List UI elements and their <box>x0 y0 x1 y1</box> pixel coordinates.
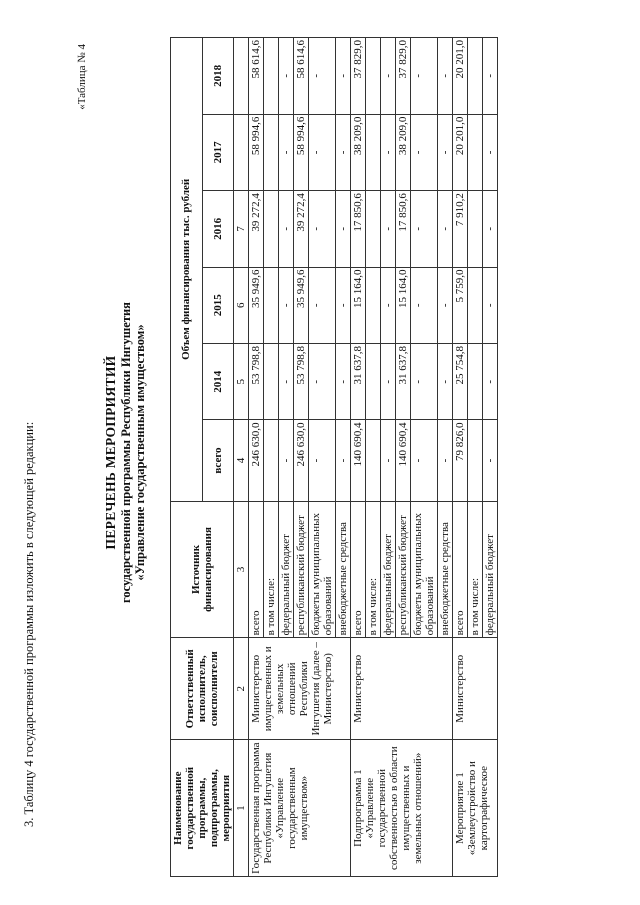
column-number: 7 <box>234 191 249 267</box>
year-value-cell: - <box>438 191 453 267</box>
funding-source-cell: республиканский бюджет <box>396 501 411 638</box>
year-value-cell <box>366 267 381 343</box>
total-value-cell: - <box>336 420 351 501</box>
total-value-cell: - <box>411 420 438 501</box>
column-number-row <box>234 38 249 877</box>
year-value-cell: 39 272,4 <box>249 191 264 267</box>
table-row <box>351 38 366 877</box>
year-value-cell: - <box>279 191 294 267</box>
executor-cell: Министерство <box>351 638 453 740</box>
year-value-cell: - <box>411 38 438 115</box>
year-value-cell: - <box>336 191 351 267</box>
year-value-cell <box>468 38 483 115</box>
total-value-cell <box>468 420 483 501</box>
total-value-cell: - <box>309 420 336 501</box>
table-row <box>249 38 264 877</box>
table-body <box>234 38 498 877</box>
executor-cell: Министерство <box>453 638 498 740</box>
year-value-cell: - <box>381 344 396 420</box>
year-value-cell: - <box>336 267 351 343</box>
year-value-cell: - <box>438 344 453 420</box>
header-year: 2018 <box>202 38 234 115</box>
year-value-cell: 58 994,6 <box>249 114 264 190</box>
year-value-cell: - <box>411 114 438 190</box>
funding-source-cell: федеральный бюджет <box>279 501 294 638</box>
year-value-cell: - <box>381 267 396 343</box>
year-value-cell <box>366 191 381 267</box>
year-value-cell <box>264 344 279 420</box>
year-value-cell: 31 637,8 <box>351 344 366 420</box>
year-value-cell: 35 949,6 <box>294 267 309 343</box>
year-value-cell: 38 209,0 <box>351 114 366 190</box>
year-value-cell: - <box>483 344 498 420</box>
title-line-2: государственной программы Республики Ингушетия <box>119 302 133 603</box>
year-value-cell: - <box>336 114 351 190</box>
year-value-cell: - <box>309 267 336 343</box>
total-value-cell: 140 690,4 <box>396 420 411 501</box>
header-year: 2017 <box>202 114 234 190</box>
year-value-cell: 17 850,6 <box>396 191 411 267</box>
year-value-cell: 38 209,0 <box>396 114 411 190</box>
title-line-3: «Управление государственным имуществом» <box>133 324 147 581</box>
year-value-cell: - <box>279 38 294 115</box>
document-title <box>103 0 147 905</box>
year-value-cell: - <box>381 38 396 115</box>
year-value-cell <box>366 38 381 115</box>
year-value-cell: - <box>411 344 438 420</box>
year-value-cell: - <box>381 114 396 190</box>
year-value-cell: - <box>336 344 351 420</box>
year-value-cell: 58 614,6 <box>249 38 264 115</box>
year-value-cell: - <box>438 114 453 190</box>
total-value-cell: 140 690,4 <box>351 420 366 501</box>
year-value-cell: 31 637,8 <box>396 344 411 420</box>
header-year: 2014 <box>202 344 234 420</box>
funding-source-cell: в том числе: <box>468 501 483 638</box>
year-value-cell: - <box>483 114 498 190</box>
funding-source-cell: бюджеты муниципальных образований <box>411 501 438 638</box>
table-row <box>453 38 468 877</box>
funding-source-cell: в том числе: <box>366 501 381 638</box>
total-value-cell <box>264 420 279 501</box>
year-value-cell <box>468 191 483 267</box>
total-value-cell: 246 630,0 <box>249 420 264 501</box>
funding-source-cell: федеральный бюджет <box>483 501 498 638</box>
header-funding-group: Объем финансирования тыс. рублей <box>171 38 203 502</box>
year-value-cell: - <box>309 114 336 190</box>
total-value-cell: - <box>279 420 294 501</box>
year-value-cell: 20 201,0 <box>453 114 468 190</box>
program-name-cell: Государственная программа Республики Ингушетия «Управление государственным имуществом» <box>249 740 351 877</box>
year-value-cell <box>468 267 483 343</box>
year-value-cell <box>468 114 483 190</box>
year-value-cell: 25 754,8 <box>453 344 468 420</box>
funding-source-cell: республиканский бюджет <box>294 501 309 638</box>
year-value-cell: - <box>483 267 498 343</box>
year-value-cell: - <box>438 38 453 115</box>
year-value-cell: - <box>309 38 336 115</box>
year-value-cell: 58 614,6 <box>294 38 309 115</box>
year-value-cell <box>366 114 381 190</box>
year-value-cell <box>264 191 279 267</box>
year-value-cell: - <box>309 344 336 420</box>
header-total: всего <box>202 420 234 501</box>
funding-source-cell: всего <box>351 501 366 638</box>
funding-source-cell: внебюджетные средства <box>438 501 453 638</box>
year-value-cell: 53 798,8 <box>294 344 309 420</box>
year-value-cell: 20 201,0 <box>453 38 468 115</box>
column-number <box>234 38 249 115</box>
total-value-cell: 79 826,0 <box>453 420 468 501</box>
year-value-cell: 58 994,6 <box>294 114 309 190</box>
column-number: 5 <box>234 344 249 420</box>
table-number: «Таблица № 4 <box>76 44 88 110</box>
year-value-cell: 15 164,0 <box>396 267 411 343</box>
title-line-1: ПЕРЕЧЕНЬ МЕРОПРИЯТИЙ <box>103 355 118 550</box>
year-value-cell <box>264 114 279 190</box>
header-year: 2015 <box>202 267 234 343</box>
year-value-cell: 37 829,0 <box>396 38 411 115</box>
header-name: Наименование государственной программы, подпрограммы, мероприятия <box>171 740 234 877</box>
total-value-cell: - <box>483 420 498 501</box>
year-value-cell: 35 949,6 <box>249 267 264 343</box>
year-value-cell: - <box>483 191 498 267</box>
header-source: Источник финансирования <box>171 501 234 638</box>
funding-source-cell: всего <box>249 501 264 638</box>
year-value-cell: - <box>309 191 336 267</box>
year-value-cell: - <box>279 114 294 190</box>
year-value-cell: - <box>336 38 351 115</box>
year-value-cell <box>366 344 381 420</box>
header-executor: Ответственный исполнитель, соисполнители <box>171 638 234 740</box>
column-number: 3 <box>234 501 249 638</box>
year-value-cell: - <box>279 344 294 420</box>
column-number <box>234 114 249 190</box>
year-value-cell: 53 798,8 <box>249 344 264 420</box>
funding-source-cell: в том числе: <box>264 501 279 638</box>
year-value-cell: - <box>483 38 498 115</box>
year-value-cell: - <box>438 267 453 343</box>
intro-text: 3. Таблицу 4 государственной программы изложить в следующей редакции: <box>22 421 36 827</box>
column-number: 1 <box>234 740 249 877</box>
program-name-cell: Мероприятие 1 «Землеустройство и картографическое <box>453 740 498 877</box>
activities-table <box>170 37 498 877</box>
column-number: 2 <box>234 638 249 740</box>
year-value-cell <box>468 344 483 420</box>
year-value-cell: - <box>381 191 396 267</box>
year-value-cell: 7 910,2 <box>453 191 468 267</box>
funding-source-cell: внебюджетные средства <box>336 501 351 638</box>
total-value-cell: - <box>381 420 396 501</box>
program-name-cell: Подпрограмма 1 «Управление государственной собственностью в области имущественных и земельных отношений» <box>351 740 453 877</box>
year-value-cell: - <box>279 267 294 343</box>
funding-source-cell: бюджеты муниципальных образований <box>309 501 336 638</box>
funding-source-cell: всего <box>453 501 468 638</box>
total-value-cell: 246 630,0 <box>294 420 309 501</box>
column-number: 4 <box>234 420 249 501</box>
year-value-cell <box>264 267 279 343</box>
total-value-cell: - <box>438 420 453 501</box>
year-value-cell: 17 850,6 <box>351 191 366 267</box>
year-value-cell <box>264 38 279 115</box>
year-value-cell: 15 164,0 <box>351 267 366 343</box>
executor-cell: Министерство имущественных и земельных отношений Республики Ингушетия (далее – Министерство) <box>249 638 351 740</box>
year-value-cell: 37 829,0 <box>351 38 366 115</box>
total-value-cell <box>366 420 381 501</box>
header-year: 2016 <box>202 191 234 267</box>
year-value-cell: - <box>411 191 438 267</box>
year-value-cell: - <box>411 267 438 343</box>
year-value-cell: 39 272,4 <box>294 191 309 267</box>
funding-source-cell: федеральный бюджет <box>381 501 396 638</box>
column-number: 6 <box>234 267 249 343</box>
year-value-cell: 5 759,0 <box>453 267 468 343</box>
